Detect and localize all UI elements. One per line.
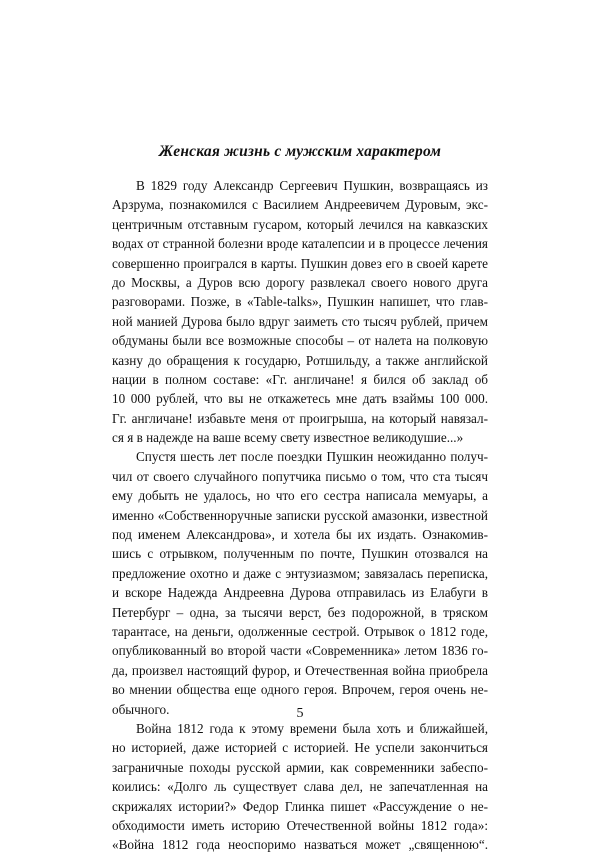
text-line: но историей, даже историей с историей. Не успели закончиться xyxy=(112,740,488,756)
text-line: именно «Собственноручные записки русской амазонки, известной xyxy=(112,507,488,523)
chapter-heading: Женская жизнь с мужским характером xyxy=(158,143,442,160)
text-line: Гг. англичане! избавьте меня от проигрыша, на который навязал- xyxy=(112,410,488,426)
text-line: чил от своего случайного попутчика письмо о том, что ста тысяч xyxy=(112,468,488,484)
text-line: Петербург – одна, за тысячи верст, без подорожной, в тряском xyxy=(112,604,488,620)
text-line: нации в полном составе: «Гг. англичане! я бился об заклад об xyxy=(112,371,488,387)
text-line: опубликованный во второй части «Современника» летом 1836 го- xyxy=(112,643,488,659)
text-line: В 1829 году Александр Сергеевич Пушкин, возвращаясь из xyxy=(136,178,488,193)
text-line: скрижалях истории?» Федор Глинка пишет «Рассуждение о не- xyxy=(112,798,488,814)
text-line: разговорами. Позже, в «Table-talks», Пушкин напишет, что глав- xyxy=(112,294,488,310)
text-line: «Война 1812 года неоспоримо назваться может „священною“. xyxy=(112,837,488,853)
text-line: и вскоре Надежда Андреевна Дурова отправилась из Елабуги в xyxy=(112,585,488,601)
text-line: тарантасе, на деньги, одолженные сестрой. Отрывок о 1812 годе, xyxy=(112,623,488,639)
text-line: Война 1812 года к этому времени была хоть и ближайшей, xyxy=(136,720,488,736)
text-line: да, произвел настоящий фурор, и Отечественная война приобрела xyxy=(112,662,488,678)
text-line: во мнении общества еще одного героя. Впрочем, героя очень не- xyxy=(112,682,488,698)
text-line: водах от странной болезни вроде каталепсии и в процессе лечения xyxy=(112,236,488,252)
text-line: обдуманы были все возможные способы – от налета на полковую xyxy=(112,333,488,349)
body-text xyxy=(112,176,488,855)
text-line: центричным отставным гусаром, который лечился на кавказских xyxy=(112,216,488,232)
text-line: под именем Александрова», и хотела бы их издать. Ознакомив- xyxy=(112,527,488,543)
text-line: предложение охотно и даже с энтузиазмом; завязалась переписка, xyxy=(112,565,488,581)
text-line: ной манией Дурова было вдруг заиметь сто тысяч рублей, причем xyxy=(112,313,488,329)
text-line: совершенно проигрался в карты. Пушкин довез его в своей карете xyxy=(112,255,488,271)
text-line: до Москвы, а Дуров всю дорогу развлекал своего нового друга xyxy=(112,274,488,290)
page-number: 5 xyxy=(296,706,304,721)
text-line: обходимости иметь историю Отечественной войны 1812 года»: xyxy=(112,817,488,833)
text-line: ся я в надежде на ваше всему свету известное великодушие...» xyxy=(112,430,464,446)
text-line: Спустя шесть лет после поездки Пушкин неожиданно получ- xyxy=(136,449,488,465)
text-line: ему добыть не удалось, но что его сестра написала мемуары, а xyxy=(112,488,488,504)
text-line: Арзрума, познакомился с Василием Андреевичем Дуровым, экс- xyxy=(112,197,488,213)
text-line: шись с отрывком, полученным по почте, Пушкин отозвался на xyxy=(112,546,488,562)
text-line: заграничные походы русской армии, как современники забеспо- xyxy=(112,759,488,775)
text-line: казну до обращения к государю, Ротшильду, а также английской xyxy=(112,352,488,368)
text-line: 10 000 рублей, что вы не откажетесь мне дать взаймы 100 000. xyxy=(112,391,488,407)
text-line: обычного. xyxy=(112,701,170,717)
text-line: коились: «Долго ль существует слава дел, не запечатленная на xyxy=(112,779,488,795)
